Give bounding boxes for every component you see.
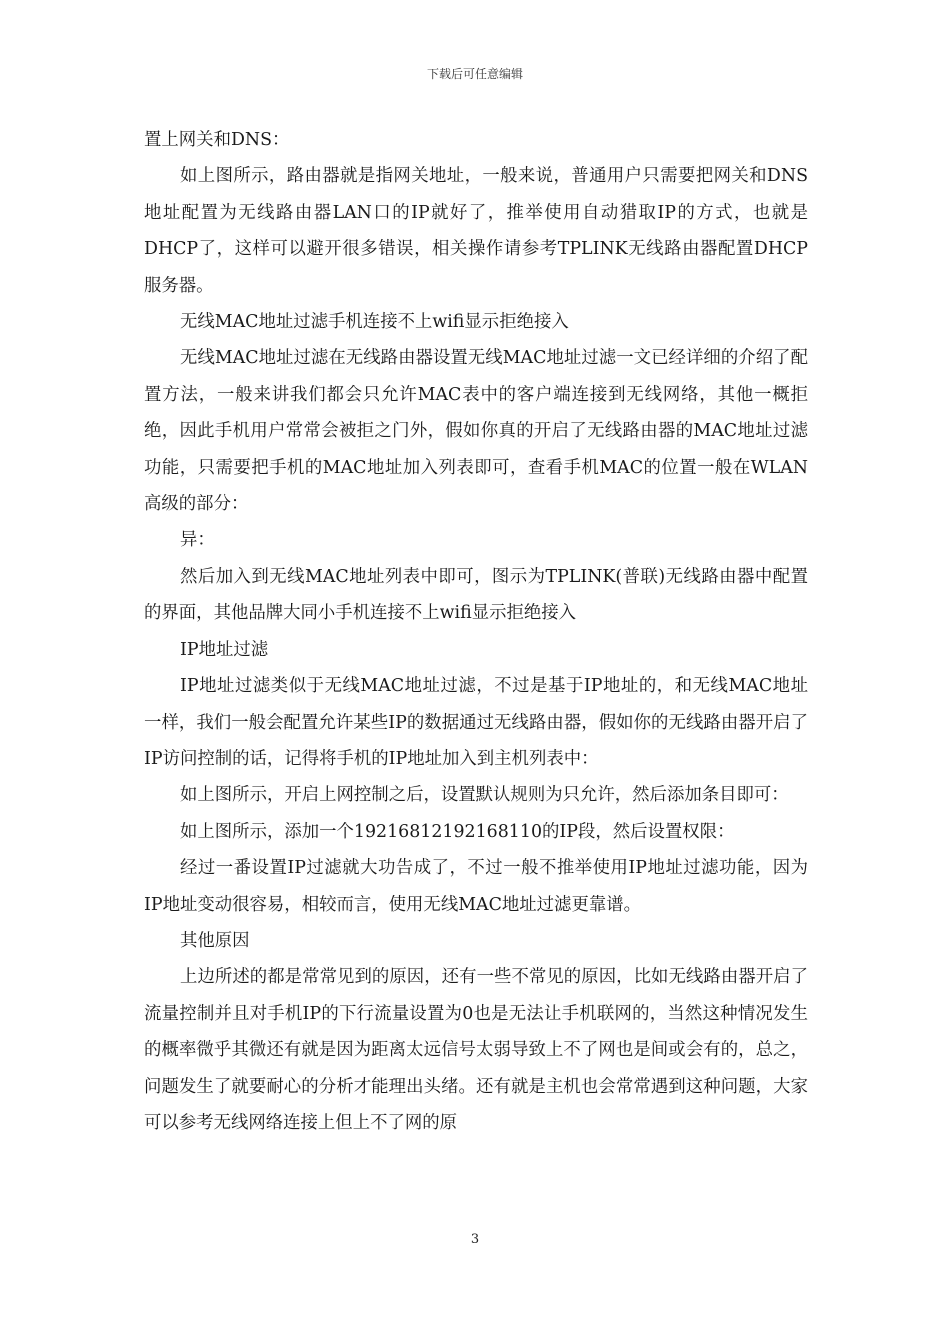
paragraph: 如上图所示，开启上网控制之后，设置默认规则为只允许，然后添加条目即可： [180,785,789,806]
page-header: 下载后可任意编辑 [426,67,523,81]
paragraph: 其他原因 [180,930,250,951]
paragraph: 然后加入到无线MAC地址列表中即可，图示为TPLINK(普联)无线路由器中配置的界面，其他品牌大同小手机连接不上wifi显示拒绝接入 [144,566,808,624]
paragraph: 经过一番设置IP过滤就大功告成了，不过一般不推举使用IP地址过滤功能，因为IP地址变动很容易，相较而言，使用无线MAC地址过滤更靠谱。 [144,858,808,915]
paragraph: 无线MAC地址过滤在无线路由器设置无线MAC地址过滤一文已经详细的介绍了配置方法，一般来讲我们都会只允许MAC表中的客户端连接到无线网络，其他一概拒绝，因此手机用户常常会被拒之门外，假如你真的开启了无线路由器的MAC地址过滤功能，只需要把手机的MAC地址加入列表即可，查看手机MAC的位置一般在WLAN高级的部分： [144,348,808,515]
paragraph: 无线MAC地址过滤手机连接不上wifi显示拒绝接入 [180,312,569,333]
paragraph: 异： [180,530,215,551]
paragraph: 如上图所示，路由器就是指网关地址，一般来说，普通用户只需要把网关和DNS地址配置为无线路由器LAN口的IP就好了，推举使用自动猎取IP的方式，也就是DHCP了，这样可以避开很多错误，相关操作请参考TPLINK无线路由器配置DHCP服务器。 [144,166,808,296]
document-body [144,122,808,1141]
paragraph: 置上网关和DNS： [144,130,290,150]
paragraph: IP地址过滤 [180,639,269,660]
paragraph: IP地址过滤类似于无线MAC地址过滤，不过是基于IP地址的，和无线MAC地址一样，我们一般会配置允许某些IP的数据通过无线路由器，假如你的无线路由器开启了IP访问控制的话，记得将手机的IP地址加入到主机列表中： [144,676,808,769]
paragraph: 如上图所示，添加一个19216812192168110的IP段，然后设置权限： [180,821,735,842]
paragraph: 上边所述的都是常常见到的原因，还有一些不常见的原因，比如无线路由器开启了流量控制并且对手机IP的下行流量设置为0也是无法让手机联网的，当然这种情况发生的概率微乎其微还有就是因为距离太远信号太弱导致上不了网也是间或会有的，总之，问题发生了就要耐心的分析才能理出头绪。还有就是主机也会常常遇到这种问题，大家可以参考无线网络连接上但上不了网的原 [144,967,808,1133]
page-number: 3 [470,1232,480,1247]
